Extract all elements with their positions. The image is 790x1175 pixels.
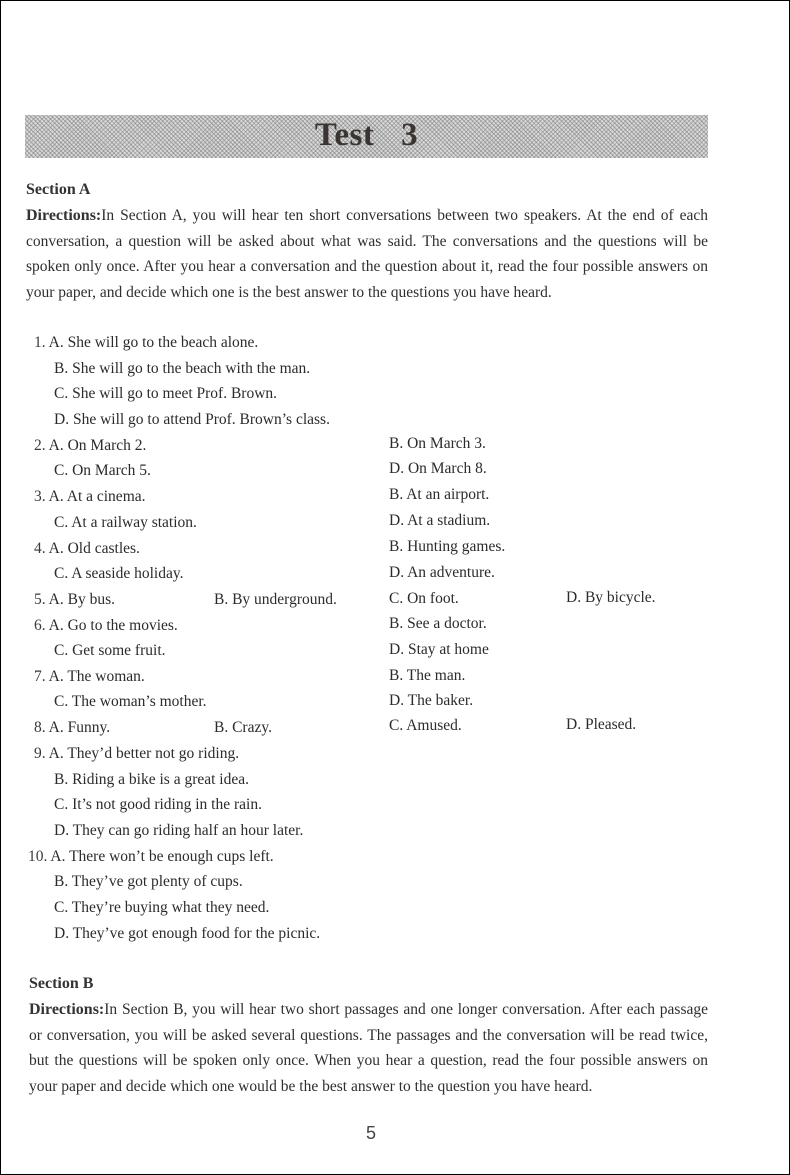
option: D. Stay at home [389, 641, 489, 658]
option: C. On March 5. [54, 462, 151, 479]
option: A. There won’t be enough cups left. [50, 848, 274, 865]
option: B. The man. [389, 667, 466, 684]
option: A. They’d better not go riding. [48, 745, 240, 762]
option: C. Amused. [389, 717, 462, 734]
option: D. They’ve got enough food for the picnic. [54, 925, 321, 942]
question-4: 4. A. Old castles. [34, 540, 140, 557]
option: A. Old castles. [48, 540, 140, 557]
question-3: 3. A. At a cinema. [34, 488, 146, 505]
option: C. The woman’s mother. [54, 693, 207, 710]
directions-text: In Section A, you will hear ten short conversations between two speakers. At the end of each conversation, a question will be asked about what was said. The conversations and the questions will be spoken only once. After you hear a conversation and the question about it, read the four possible answers on your paper, and decide which one is the best answer to the questions you have heard. [26, 207, 708, 301]
option: B. Crazy. [214, 719, 272, 736]
option: A. At a cinema. [48, 488, 146, 505]
test-title: Test 3 [314, 117, 419, 153]
question-5: 5. A. By bus. [34, 591, 115, 608]
option: D. An adventure. [389, 564, 495, 581]
option: D. By bicycle. [566, 589, 656, 606]
option: B. They’ve got plenty of cups. [54, 873, 243, 890]
directions-label: Directions: [26, 207, 102, 224]
option: A. Funny. [48, 719, 111, 736]
option: D. They can go riding half an hour later. [54, 822, 304, 839]
option: B. Riding a bike is a great idea. [54, 771, 249, 788]
directions-label: Directions: [29, 1001, 105, 1018]
option: B. By underground. [214, 591, 337, 608]
option: D. The baker. [389, 692, 474, 709]
option: C. She will go to meet Prof. Brown. [54, 385, 278, 402]
section-a-heading: Section A [26, 181, 91, 198]
option: A. Go to the movies. [48, 617, 178, 634]
option: D. On March 8. [389, 460, 487, 477]
option: C. On foot. [389, 590, 459, 607]
question-9: 9. A. They’d better not go riding. [34, 745, 240, 762]
option: C. It’s not good riding in the rain. [54, 796, 262, 813]
section-b-directions [29, 997, 708, 1099]
question-6: 6. A. Go to the movies. [34, 617, 178, 634]
option: D. Pleased. [566, 716, 637, 733]
option: B. See a doctor. [389, 615, 487, 632]
option: A. The woman. [48, 668, 145, 685]
option: C. At a railway station. [54, 514, 197, 531]
option: A. On March 2. [48, 437, 147, 454]
title-banner [25, 115, 708, 158]
option: B. Hunting games. [389, 538, 506, 555]
question-2: 2. A. On March 2. [34, 437, 147, 454]
directions-text: In Section B, you will hear two short passages and one longer conversation. After each passage or conversation, you will be asked several questions. The passages and the conversation will be read twice, but the questions will be spoken only once. When you hear a question, read the four possible answers on your paper and decide which one would be the best answer to the question you have heard. [29, 1001, 708, 1095]
question-1: 1. A. She will go to the beach alone. [34, 334, 259, 351]
section-a-directions [26, 203, 708, 305]
option: D. She will go to attend Prof. Brown’s class. [54, 411, 330, 428]
option: B. She will go to the beach with the man. [54, 360, 311, 377]
option: C. A seaside holiday. [54, 565, 184, 582]
option: B. At an airport. [389, 486, 490, 503]
option: A. By bus. [48, 591, 115, 608]
question-10: 10. A. There won’t be enough cups left. [28, 848, 274, 865]
option: A. She will go to the beach alone. [48, 334, 259, 351]
option: D. At a stadium. [389, 512, 491, 529]
option: C. They’re buying what they need. [54, 899, 270, 916]
option: C. Get some fruit. [54, 642, 166, 659]
page-number: 5 [366, 1123, 377, 1143]
option: B. On March 3. [389, 435, 486, 452]
question-7: 7. A. The woman. [34, 668, 145, 685]
section-b-heading: Section B [29, 975, 94, 992]
question-8: 8. A. Funny. [34, 719, 111, 736]
